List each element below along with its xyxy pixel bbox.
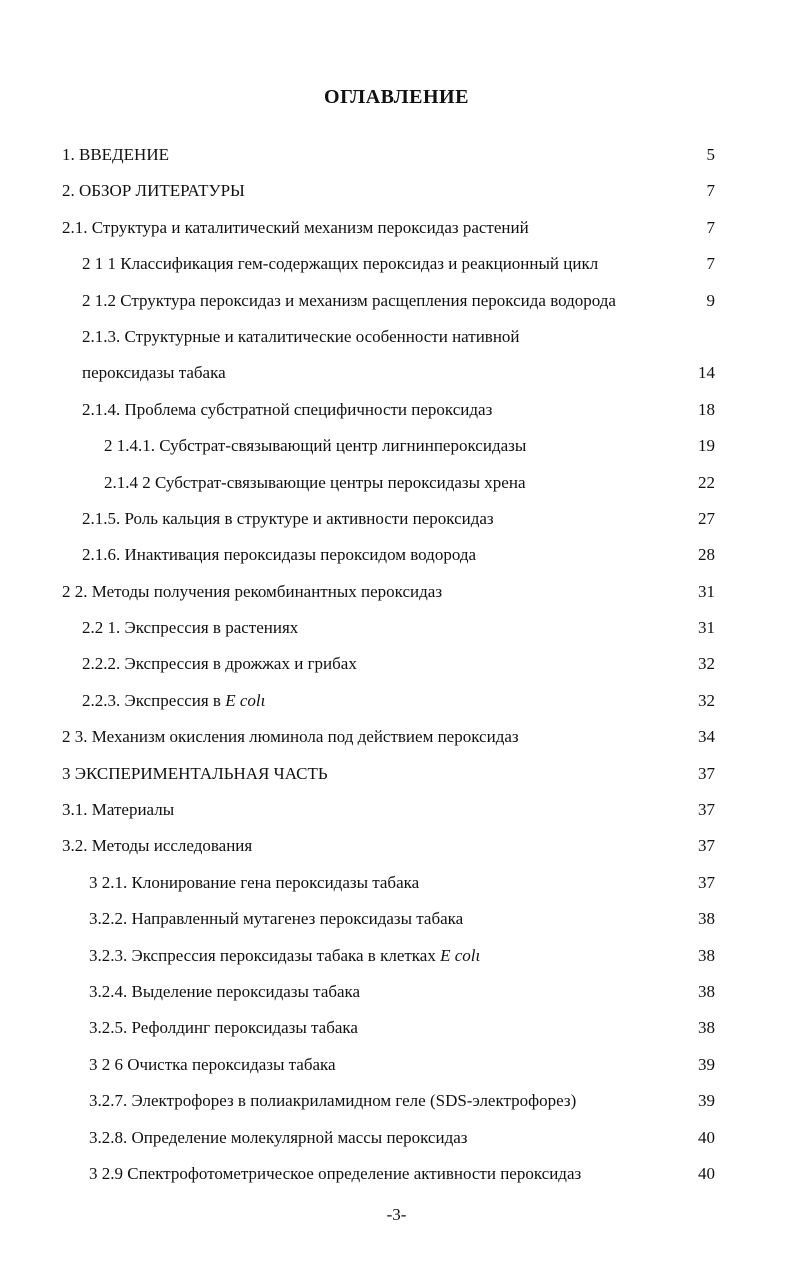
toc-entry-text: 2.1.3. Структурные и каталитические особенности нативной — [82, 326, 520, 346]
toc-entry-text-main: 2.2.3. Экспрессия в — [82, 690, 226, 710]
page-number: -3- — [386, 1205, 407, 1224]
toc-entry-text: 3 2.1. Клонирование гена пероксидазы табака — [89, 872, 420, 892]
toc-entry-text: 3.2.5. Рефолдинг пероксидазы табака — [89, 1018, 358, 1038]
toc-entry-page: 31 — [698, 618, 715, 638]
toc-entry — [0, 610, 793, 646]
toc-entry-text: 3.2.4. Выделение пероксидазы табака — [89, 981, 361, 1001]
toc-entry-page: 27 — [698, 508, 715, 528]
toc-entry-page: 37 — [698, 836, 715, 856]
toc-entry — [0, 537, 793, 573]
table-of-contents — [0, 137, 793, 1192]
toc-title: ОГЛАВЛЕНИЕ — [324, 86, 469, 108]
toc-entry — [0, 974, 793, 1010]
toc-entry-text — [89, 938, 480, 974]
toc-entry — [0, 501, 793, 537]
toc-entry — [0, 792, 793, 828]
toc-entry-text: 1. ВВЕДЕНИЕ — [62, 145, 169, 164]
toc-entry — [0, 1047, 793, 1083]
toc-entry — [0, 246, 793, 282]
toc-entry-text-main: 3.2.3. Экспрессия пероксидазы табака в клетках — [89, 945, 441, 965]
toc-entry-page: 40 — [698, 1163, 715, 1183]
toc-entry-page: 9 — [706, 290, 715, 310]
toc-entry — [0, 756, 793, 792]
toc-entry — [0, 465, 793, 501]
toc-entry-text: пероксидазы табака — [82, 363, 226, 383]
toc-entry-page: 38 — [698, 909, 715, 929]
toc-entry-text: 2 2. Методы получения рекомбинантных пероксидаз — [62, 581, 443, 601]
toc-entry — [0, 210, 793, 246]
toc-entry — [0, 428, 793, 464]
toc-entry-page: 22 — [698, 472, 715, 492]
toc-entry-text: 2.1.4 2 Субстрат-связывающие центры пероксидазы хрена — [104, 472, 526, 492]
toc-entry-page: 39 — [698, 1091, 715, 1111]
toc-entry-text: 2. ОБЗОР ЛИТЕРАТУРЫ — [62, 181, 245, 201]
toc-entry-text: 2.1.5. Роль кальция в структуре и активности пероксидаз — [82, 508, 494, 528]
toc-entry-text: 2.2.2. Экспрессия в дрожжах и грибах — [82, 654, 357, 674]
toc-entry-page: 19 — [698, 436, 715, 456]
toc-entry-text: 2 1.2 Структура пероксидаз и механизм расщепления пероксида водорода — [82, 290, 616, 310]
toc-entry-text-italic: E colι — [225, 690, 266, 710]
toc-entry — [0, 173, 793, 209]
toc-entry-page: 38 — [698, 981, 715, 1001]
toc-entry-text: 3.2.2. Направленный мутагенез пероксидазы табака — [89, 909, 464, 929]
toc-entry — [0, 137, 793, 173]
toc-entry — [0, 683, 793, 719]
toc-entry-text: 2 1 1 Классификация гем-содержащих пероксидаз и реакционный цикл — [82, 254, 599, 274]
toc-entry-page: 7 — [706, 254, 715, 274]
toc-entry — [0, 319, 793, 355]
toc-entry-text: 2.2 1. Экспрессия в растениях — [82, 618, 299, 638]
toc-entry-page: 39 — [698, 1054, 715, 1074]
toc-entry — [0, 1083, 793, 1119]
toc-entry-text: 3 2 6 Очистка пероксидазы табака — [89, 1054, 336, 1074]
toc-entry-text: 2.1.4. Проблема субстратной специфичности пероксидаз — [82, 399, 493, 419]
toc-entry-page: 31 — [698, 581, 715, 601]
toc-entry — [0, 938, 793, 974]
toc-entry-page: 7 — [706, 181, 715, 201]
toc-entry — [0, 355, 793, 391]
toc-entry-text: 2.1.6. Инактивация пероксидазы пероксидом водорода — [82, 545, 477, 565]
toc-entry-text: 3.2.8. Определение молекулярной массы пероксидаз — [89, 1127, 468, 1147]
toc-entry-page: 32 — [698, 654, 715, 674]
toc-entry — [0, 1010, 793, 1046]
toc-entry-text-italic: E colι — [440, 945, 481, 965]
toc-entry-text: 3.2.7. Электрофорез в полиакриламидном геле (SDS-электрофорез) — [89, 1091, 577, 1111]
toc-entry — [0, 719, 793, 755]
toc-entry — [0, 901, 793, 937]
toc-entry-text: 3 ЭКСПЕРИМЕНТАЛЬНАЯ ЧАСТЬ — [62, 763, 328, 783]
toc-entry-text — [82, 683, 265, 719]
toc-entry-page: 37 — [698, 800, 715, 820]
toc-entry-text: 2 1.4.1. Субстрат-связывающий центр лигнинпероксидазы — [104, 436, 527, 456]
toc-entry-text: 2 3. Механизм окисления люминола под действием пероксидаз — [62, 727, 519, 747]
toc-entry — [0, 392, 793, 428]
toc-entry-page: 32 — [698, 690, 715, 710]
toc-entry-page: 38 — [698, 945, 715, 965]
toc-entry-page: 40 — [698, 1127, 715, 1147]
toc-entry-page: 7 — [706, 217, 715, 237]
toc-entry — [0, 828, 793, 864]
toc-entry-page: 37 — [698, 872, 715, 892]
toc-entry — [0, 1120, 793, 1156]
toc-entry-text: 3.2. Методы исследования — [62, 836, 253, 856]
toc-entry-text: 2.1. Структура и каталитический механизм пероксидаз растений — [62, 217, 529, 237]
toc-entry-text: 3 2.9 Спектрофотометрическое определение активности пероксидаз — [89, 1163, 582, 1183]
toc-entry-text: 3.1. Материалы — [62, 800, 175, 820]
toc-entry-page: 38 — [698, 1018, 715, 1038]
toc-entry-page: 34 — [698, 727, 715, 747]
toc-entry — [0, 574, 793, 610]
toc-entry-page: 18 — [698, 399, 715, 419]
toc-entry — [0, 1156, 793, 1192]
toc-entry-page: 37 — [698, 763, 715, 783]
toc-entry — [0, 865, 793, 901]
toc-entry — [0, 646, 793, 682]
toc-entry — [0, 283, 793, 319]
toc-entry-page: 14 — [698, 363, 715, 383]
toc-entry-page: 5 — [706, 145, 715, 164]
toc-entry-page: 28 — [698, 545, 715, 565]
